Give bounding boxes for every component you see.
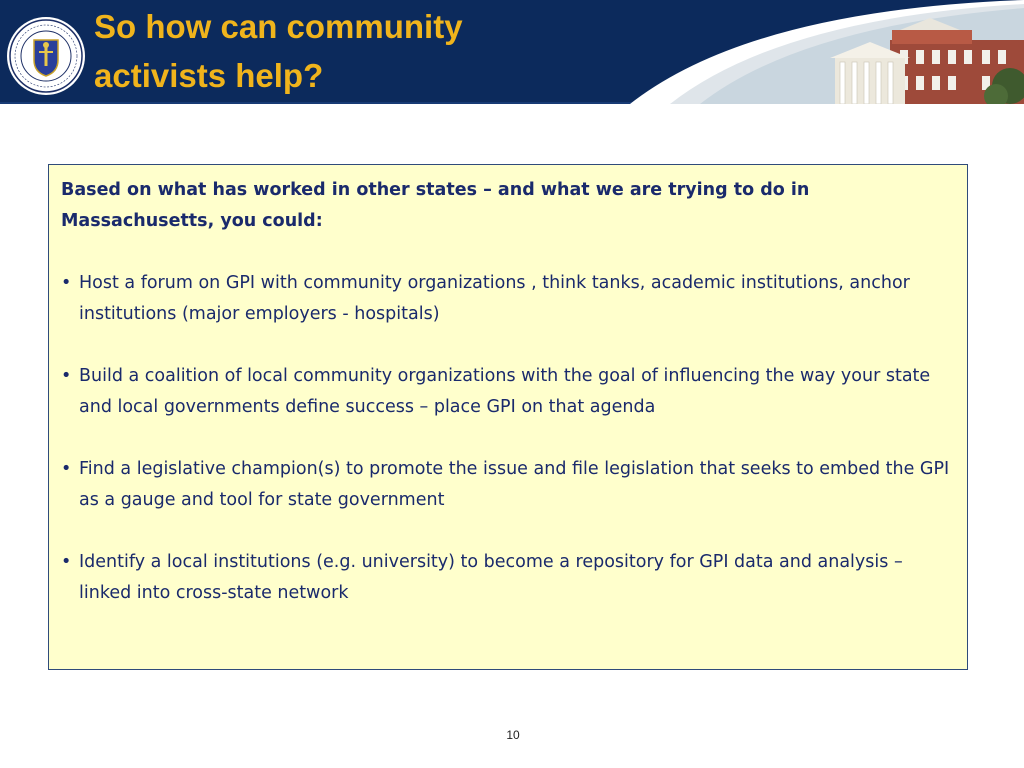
bullet-glyph: •	[61, 273, 72, 293]
bullet-glyph: •	[61, 366, 72, 386]
title-line-2: activists help?	[94, 57, 324, 94]
bullet-text: Find a legislative champion(s) to promote the issue and file legislation that seeks to embed the GPI as a gauge and tool for state government	[79, 459, 950, 510]
slide-header	[0, 0, 1024, 104]
bullet-glyph: •	[61, 459, 72, 479]
content-box	[48, 164, 968, 670]
bullet-text: Host a forum on GPI with community organizations , think tanks, academic institutions, anchor institutions (major employers - hospitals)	[79, 273, 910, 324]
bullet-text: Build a coalition of local community organizations with the goal of influencing the way your state and local governments define success – place GPI on that agenda	[79, 366, 931, 417]
intro-text: Based on what has worked in other states – and what we are trying to do in Massachusetts, you could:	[61, 180, 810, 231]
massachusetts-seal-icon	[6, 16, 86, 96]
bullet-glyph: •	[61, 552, 72, 572]
bullet-list	[61, 268, 955, 609]
bullet-item	[61, 547, 955, 609]
title-line-1: So how can community	[94, 8, 463, 45]
slide-title	[94, 2, 564, 100]
bullet-item	[61, 361, 955, 423]
state-house-image	[630, 0, 1024, 104]
bullet-item	[61, 268, 955, 330]
page-number: 10	[506, 728, 520, 742]
bullet-item	[61, 454, 955, 516]
bullet-text: Identify a local institutions (e.g. university) to become a repository for GPI data and analysis – linked into cross-state network	[79, 552, 903, 603]
